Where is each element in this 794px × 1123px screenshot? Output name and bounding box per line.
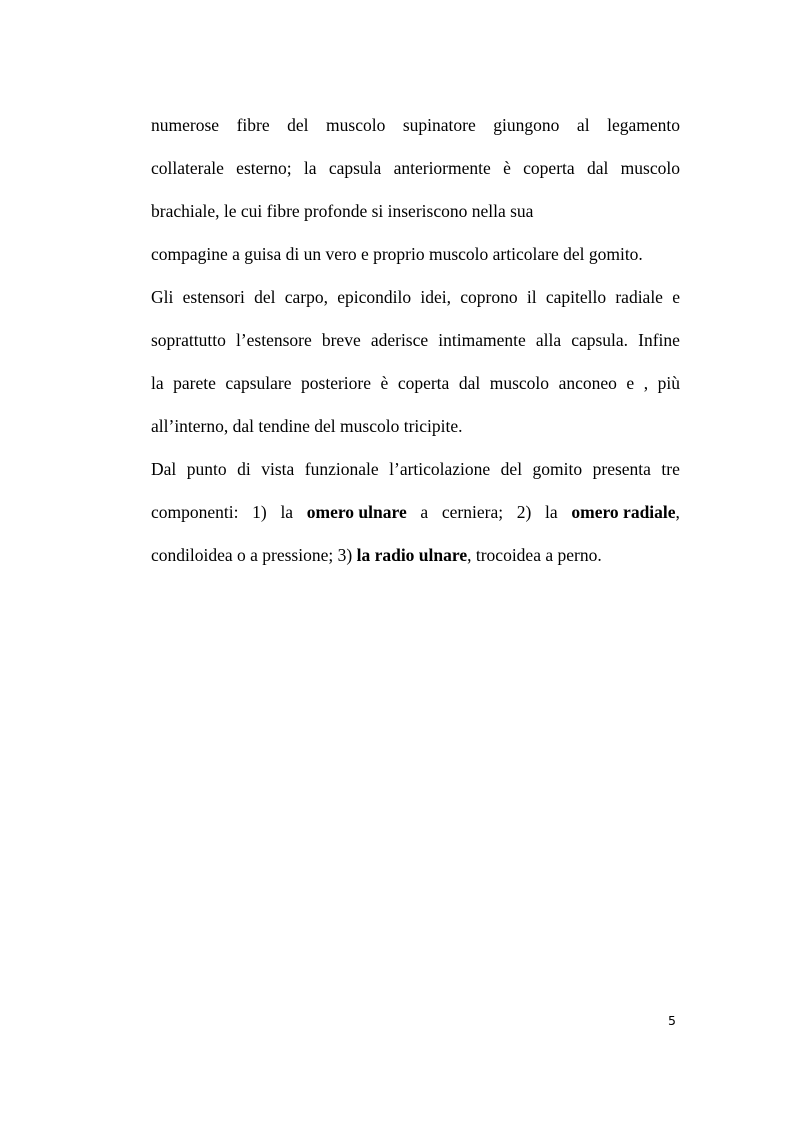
- word: punto: [186, 459, 227, 479]
- word: dal: [586, 158, 609, 178]
- word: la: [303, 158, 317, 178]
- word: legamento: [607, 115, 680, 135]
- word: muscolo: [620, 158, 680, 178]
- paragraph-line-5: [151, 285, 680, 309]
- word: idei,: [420, 287, 451, 307]
- word: capsula.: [571, 330, 629, 350]
- word: Infine: [638, 330, 680, 350]
- word: epicondilo: [337, 287, 412, 307]
- word: anconeo: [558, 373, 617, 393]
- word: più: [657, 373, 680, 393]
- paragraph-line-9: [151, 457, 680, 481]
- word: aderisce: [370, 330, 429, 350]
- bold-term-with-comma: [571, 500, 680, 524]
- word: del: [287, 115, 309, 135]
- word: è: [503, 158, 511, 178]
- word: la: [545, 502, 558, 522]
- word: presenta: [592, 459, 651, 479]
- word: giungono: [493, 115, 560, 135]
- word: Gli: [151, 287, 174, 307]
- word: radiale: [615, 287, 663, 307]
- word: supinatore: [402, 115, 476, 135]
- punctuation: ,: [675, 502, 680, 522]
- paragraph-line-4: compagine a guisa di un vero e proprio muscolo articolare del gomito.: [151, 244, 643, 264]
- word: è: [380, 373, 389, 393]
- word: carpo,: [284, 287, 328, 307]
- word: estensori: [182, 287, 245, 307]
- word: a: [420, 502, 429, 522]
- word: anteriormente: [393, 158, 491, 178]
- word: coperta: [523, 158, 575, 178]
- bold-term: la radio ulnare: [356, 545, 468, 565]
- word: muscolo: [489, 373, 550, 393]
- word: numerose: [151, 115, 220, 135]
- word: la: [151, 373, 164, 393]
- word: del: [254, 287, 276, 307]
- word: ,: [643, 373, 649, 393]
- bold-term: omero ulnare: [306, 502, 407, 522]
- page-number: 5: [668, 1013, 676, 1028]
- word: l’estensore: [235, 330, 312, 350]
- paragraph-line-7: [151, 371, 680, 395]
- word: la: [280, 502, 294, 522]
- text-segment: , trocoidea a perno.: [467, 545, 602, 565]
- word: il: [526, 287, 537, 307]
- word: capitello: [545, 287, 607, 307]
- word: gomito: [532, 459, 583, 479]
- paragraph-line-8: all’interno, dal tendine del muscolo tricipite.: [151, 416, 463, 436]
- word: capsulare: [225, 373, 292, 393]
- bold-term: omero radiale: [571, 502, 676, 522]
- paragraph-line-6: [151, 328, 680, 352]
- word: alla: [535, 330, 562, 350]
- word: capsula: [328, 158, 382, 178]
- word: fibre: [236, 115, 270, 135]
- word: intimamente: [438, 330, 526, 350]
- word: coprono: [460, 287, 518, 307]
- word: 1): [252, 502, 267, 522]
- word: cerniera;: [441, 502, 504, 522]
- word: al: [576, 115, 590, 135]
- paragraph-line-2: [151, 156, 680, 180]
- word: coperta: [397, 373, 450, 393]
- word: breve: [321, 330, 361, 350]
- text-segment: condiloidea o a pressione; 3): [151, 545, 357, 565]
- word: parete: [173, 373, 216, 393]
- word: collaterale: [151, 158, 224, 178]
- paragraph-line-10: [151, 500, 680, 524]
- word: e: [626, 373, 635, 393]
- word: funzionale: [304, 459, 379, 479]
- paragraph-line-1: [151, 113, 680, 137]
- word: soprattutto: [151, 330, 226, 350]
- word: posteriore: [301, 373, 371, 393]
- word: e: [672, 287, 680, 307]
- word: muscolo: [326, 115, 386, 135]
- word: Dal: [151, 459, 177, 479]
- paragraph-line-11: [151, 543, 680, 567]
- word: l’articolazione: [389, 459, 491, 479]
- word: 2): [516, 502, 532, 522]
- word: di: [237, 459, 251, 479]
- word: del: [500, 459, 523, 479]
- paragraph-line-3: brachiale, le cui fibre profonde si inseriscono nella sua: [151, 201, 534, 221]
- word: vista: [261, 459, 295, 479]
- word: esterno;: [236, 158, 292, 178]
- word: componenti:: [151, 502, 239, 522]
- word: tre: [661, 459, 680, 479]
- word: dal: [458, 373, 481, 393]
